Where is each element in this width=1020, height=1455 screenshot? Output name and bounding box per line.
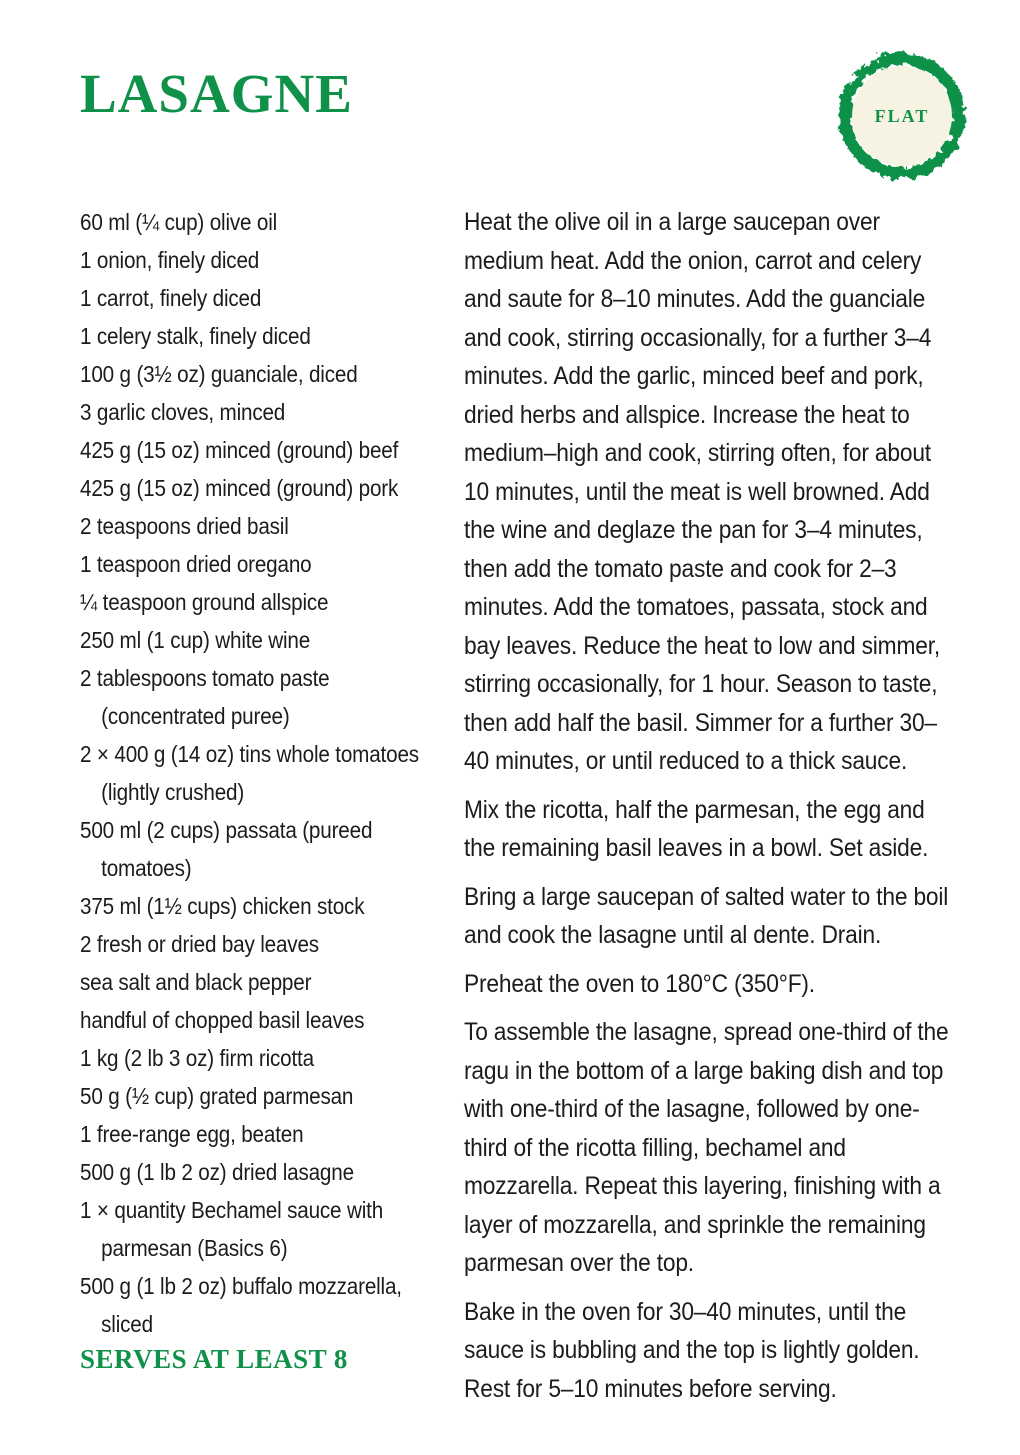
ingredient-item: 425 g (15 oz) minced (ground) beef: [80, 437, 399, 463]
ingredient-item: 2 × 400 g (14 oz) tins whole tomatoes (lightly crushed): [80, 741, 419, 805]
ingredient-item: 250 ml (1 cup) white wine: [80, 627, 311, 653]
ingredient-item: 1 teaspoon dried oregano: [80, 551, 312, 577]
ingredient-item: 1 carrot, finely diced: [80, 285, 262, 311]
ingredient-item: 500 g (1 lb 2 oz) buffalo mozzarella, sliced: [80, 1273, 402, 1337]
ingredient-item: 60 ml (¼ cup) olive oil: [80, 209, 278, 235]
ingredient-item: 1 × quantity Bechamel sauce with parmesan (Basics 6): [80, 1197, 384, 1261]
ingredient-item: 2 tablespoons tomato paste (concentrated puree): [80, 665, 330, 729]
ingredient-item: 1 free-range egg, beaten: [80, 1121, 304, 1147]
ingredient-item: 100 g (3½ oz) guanciale, diced: [80, 361, 358, 387]
badge-label: FLAT: [874, 106, 930, 126]
ingredient-item: 1 onion, finely diced: [80, 247, 260, 273]
wreath-icon: [831, 42, 973, 190]
ingredient-item: sea salt and black pepper: [80, 969, 312, 995]
ingredient-item: 425 g (15 oz) minced (ground) pork: [80, 475, 399, 501]
ingredient-item: handful of chopped basil leaves: [80, 1007, 365, 1033]
ingredient-item: 2 fresh or dried bay leaves: [80, 931, 319, 957]
ingredient-item: 500 g (1 lb 2 oz) dried lasagne: [80, 1159, 354, 1185]
instruction-paragraph: Heat the olive oil in a large saucepan over medium heat. Add the onion, carrot and celery and saute for 8–10 minutes. Add the guanciale and cook, stirring occasionally, for a further 3–4 minutes. Add the garlic, minced beef and pork, dried herbs and allspice. Increase the heat to medium–high and cook, stirring often, for about 10 minutes, until the meat is well browned. Add the wine and deglaze the pan for 3–4 minutes, then add the tomato paste and cook for 2–3 minutes. Add the tomatoes, passata, stock and bay leaves. Reduce the heat to low and simmer, stirring occasionally, for 1 hour. Season to taste, then add half the basil. Simmer for a further 30–40 minutes, or until reduced to a thick sauce.: [464, 208, 940, 775]
page-title: LASAGNE: [80, 63, 353, 124]
instruction-paragraph: To assemble the lasagne, spread one-third of the ragu in the bottom of a large baking dish and top with one-third of the lasagne, followed by one-third of the ricotta filling, bechamel and mozzarella. Repeat this layering, finishing with a layer of mozzarella, and sprinkle the remaining parmesan over the top.: [464, 1018, 949, 1277]
ingredient-item: 375 ml (1½ cups) chicken stock: [80, 893, 365, 919]
ingredient-item: 1 kg (2 lb 3 oz) firm ricotta: [80, 1045, 314, 1071]
ingredients-list: [80, 203, 450, 1343]
ingredient-item: 50 g (½ cup) grated parmesan: [80, 1083, 354, 1109]
serves-note: SERVES AT LEAST 8: [80, 1344, 348, 1374]
ingredient-item: ¼ teaspoon ground allspice: [80, 589, 329, 615]
instruction-paragraph: Bake in the oven for 30–40 minutes, until the sauce is bubbling and the top is lightly golden. Rest for 5–10 minutes before serving.: [464, 1297, 920, 1403]
ingredient-item: 500 ml (2 cups) passata (pureed tomatoes): [80, 817, 373, 881]
flat-badge: [831, 42, 973, 190]
ingredient-item: 2 teaspoons dried basil: [80, 513, 289, 539]
instruction-paragraph: Preheat the oven to 180°C (350°F).: [464, 969, 815, 998]
ingredient-item: 3 garlic cloves, minced: [80, 399, 286, 425]
instruction-paragraph: Mix the ricotta, half the parmesan, the egg and the remaining basil leaves in a bowl. Set aside.: [464, 795, 929, 862]
instructions-column: [464, 203, 960, 1418]
instruction-paragraph: Bring a large saucepan of salted water to the boil and cook the lasagne until al dente. Drain.: [464, 882, 949, 949]
ingredient-item: 1 celery stalk, finely diced: [80, 323, 311, 349]
